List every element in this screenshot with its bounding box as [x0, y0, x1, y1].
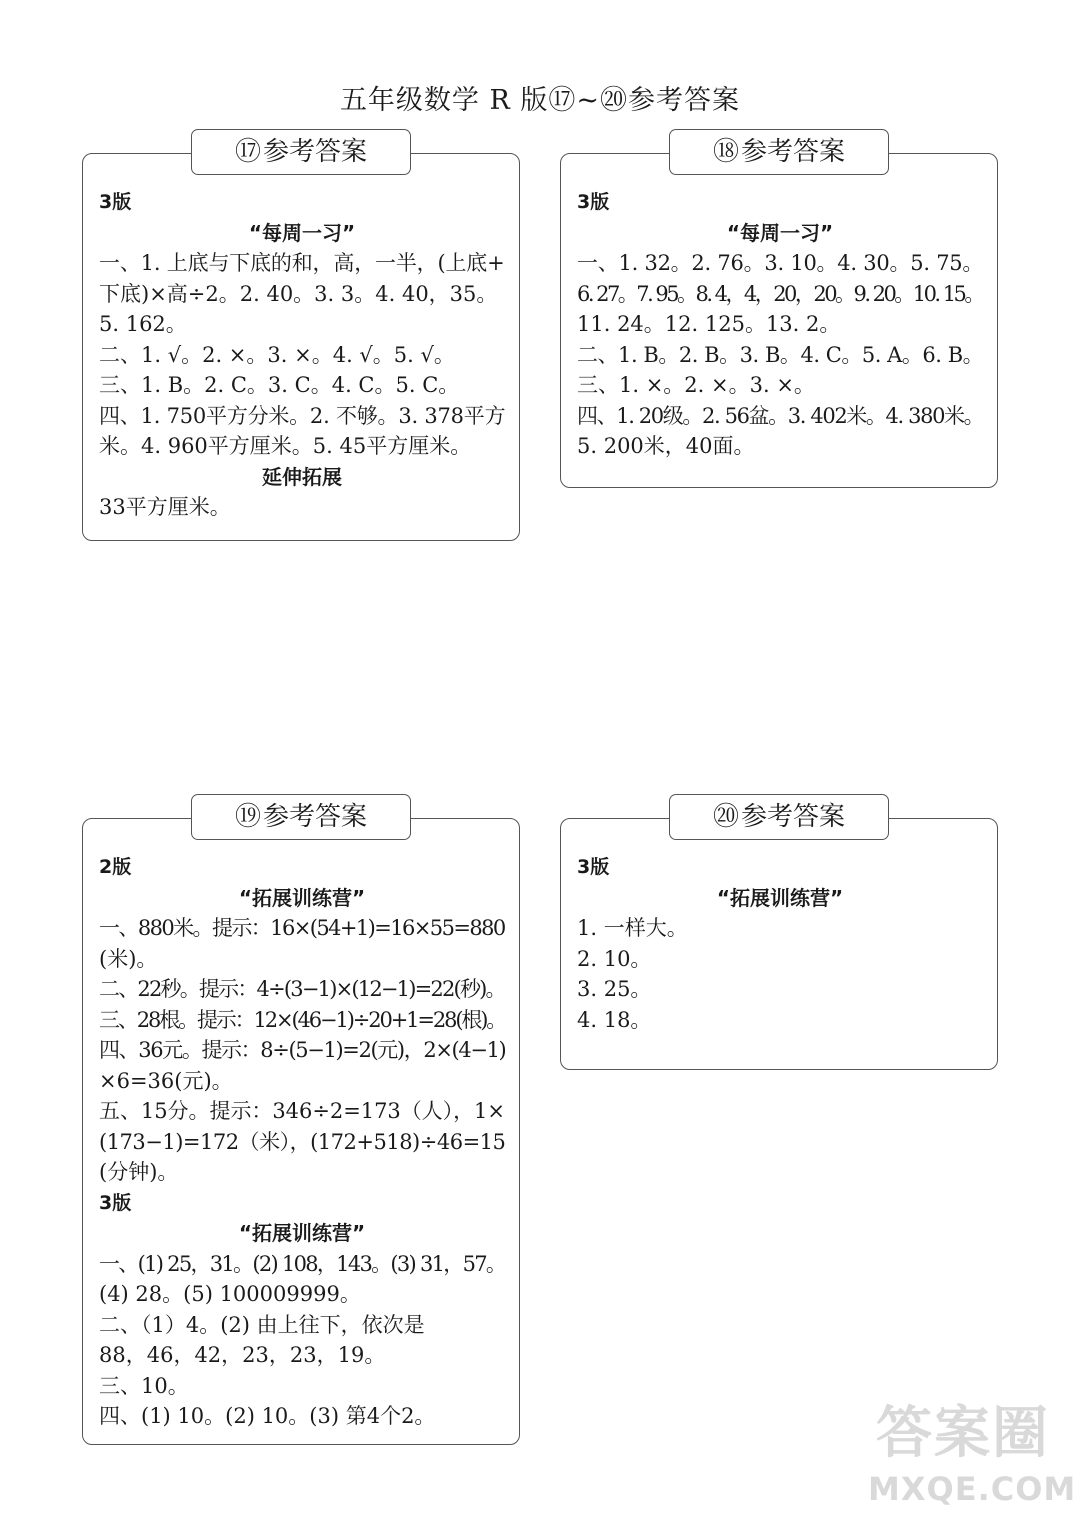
answer-line: ×6=36(元)。 — [99, 1068, 233, 1093]
card-tab — [669, 129, 889, 175]
version-label: 3版 — [99, 1191, 132, 1214]
answer-line: (4) 28。(5) 100009999。 — [99, 1282, 361, 1306]
version-label: 3版 — [577, 191, 610, 213]
section-heading: “每周一习” — [248, 220, 356, 245]
page-title: 五年级数学 R 版⑰~⑳参考答案 — [339, 85, 741, 116]
answer-line: 88，46，42，23，23，19。 — [99, 1343, 386, 1367]
answer-line: 四、1. 20级。2. 56盆。3. 402米。4. 380米。 — [577, 403, 984, 428]
answer-card-19 — [82, 802, 520, 1445]
answer-card-18 — [560, 137, 998, 488]
answer-line: 米。4. 960平方厘米。5. 45平方厘米。 — [99, 434, 472, 458]
answer-line: 3. 25。 — [577, 977, 652, 1001]
watermark-url: MXQE.COM — [868, 1470, 1077, 1508]
tab-label: 参考答案 — [263, 802, 368, 832]
answer-line: 二、22秒。提示：4÷(3−1)×(12−1)=22(秒)。 — [99, 977, 505, 1001]
card-body — [99, 852, 505, 1432]
answer-line: 33平方厘米。 — [99, 495, 231, 519]
section-heading: “拓展训练营” — [238, 1221, 366, 1245]
tab-label: 参考答案 — [263, 137, 368, 167]
card-body — [577, 852, 983, 1035]
answer-line: 四、1. 750平方分米。2. 不够。3. 378平方 — [99, 403, 506, 428]
answer-line: 三、1. B。2. C。3. C。4. C。5. C。 — [99, 373, 460, 397]
answer-card-17 — [82, 137, 520, 541]
answer-line: 一、1. 32。2. 76。3. 10。4. 30。5. 75。 — [577, 251, 984, 275]
answer-line: 2. 10。 — [577, 946, 652, 971]
answer-line: 5. 162。 — [99, 312, 187, 336]
answer-line: 五、15分。提示：346÷2=173（人），1× — [99, 1099, 505, 1123]
section-heading: “每周一习” — [726, 220, 834, 245]
answer-line: (173−1)=172（米），(172+518)÷46=15 — [99, 1129, 506, 1154]
answer-line: 6. 27。7. 95。8. 4，4，20，20。9. 20。10. 15。 — [577, 281, 983, 306]
answer-line: 11. 24。12. 125。13. 2。 — [577, 312, 841, 336]
tab-label: 参考答案 — [741, 802, 846, 832]
answer-line: 下底)×高÷2。2. 40。3. 3。4. 40，35。 — [99, 281, 498, 306]
card-tab — [191, 794, 411, 840]
answer-line: (米)。 — [99, 946, 158, 971]
answer-line: 二、1. B。2. B。3. B。4. C。5. A。6. B。 — [577, 342, 984, 367]
card-body — [577, 187, 983, 462]
answer-line: 三、28根。提示：12×(46−1)÷20+1=28(根)。 — [99, 1007, 506, 1032]
section-heading: “拓展训练营” — [716, 885, 844, 910]
answer-line: 5. 200米，40面。 — [577, 434, 755, 458]
answer-line: 三、10。 — [99, 1373, 189, 1398]
answer-line: 4. 18。 — [577, 1007, 652, 1032]
answer-line: 二、（1）4。(2) 由上往下，依次是 — [99, 1312, 425, 1337]
version-label: 3版 — [577, 856, 610, 878]
tab-number: ⑱ — [712, 137, 735, 167]
card-tab — [191, 129, 411, 175]
answer-line: (分钟)。 — [99, 1160, 179, 1184]
tab-label: 参考答案 — [741, 137, 846, 167]
answer-line: 一、880米。提示：16×(54+1)=16×55=880 — [99, 916, 505, 940]
version-label: 3版 — [99, 191, 132, 213]
answer-line: 二、1. √。2. ×。3. ×。4. √。5. √。 — [99, 342, 455, 367]
section-heading: “拓展训练营” — [238, 885, 366, 910]
answer-line: 一、1. 上底与下底的和，高，一半，(上底+ — [99, 251, 505, 275]
answer-line: 三、1. ×。2. ×。3. ×。 — [577, 373, 815, 397]
tab-number: ⑳ — [712, 802, 735, 832]
tab-number: ⑰ — [234, 137, 257, 167]
tab-number: ⑲ — [234, 802, 257, 832]
watermark-title: 答案圈 — [876, 1401, 1050, 1466]
watermark-logo — [868, 1399, 1077, 1519]
card-tab — [669, 794, 889, 840]
answer-line: 1. 一样大。 — [577, 916, 688, 940]
answer-card-20 — [560, 802, 998, 1070]
section-heading: 延伸拓展 — [262, 464, 342, 489]
answer-line: 四、36元。提示：8÷(5−1)=2(元)，2×(4−1) — [99, 1038, 506, 1062]
card-body — [99, 187, 505, 523]
version-label: 2版 — [99, 856, 132, 878]
answer-line: 一、(1) 25，31。(2) 108，143。(3) 31，57。 — [99, 1251, 506, 1276]
answer-line: 四、(1) 10。(2) 10。(3) 第4个2。 — [99, 1404, 436, 1428]
